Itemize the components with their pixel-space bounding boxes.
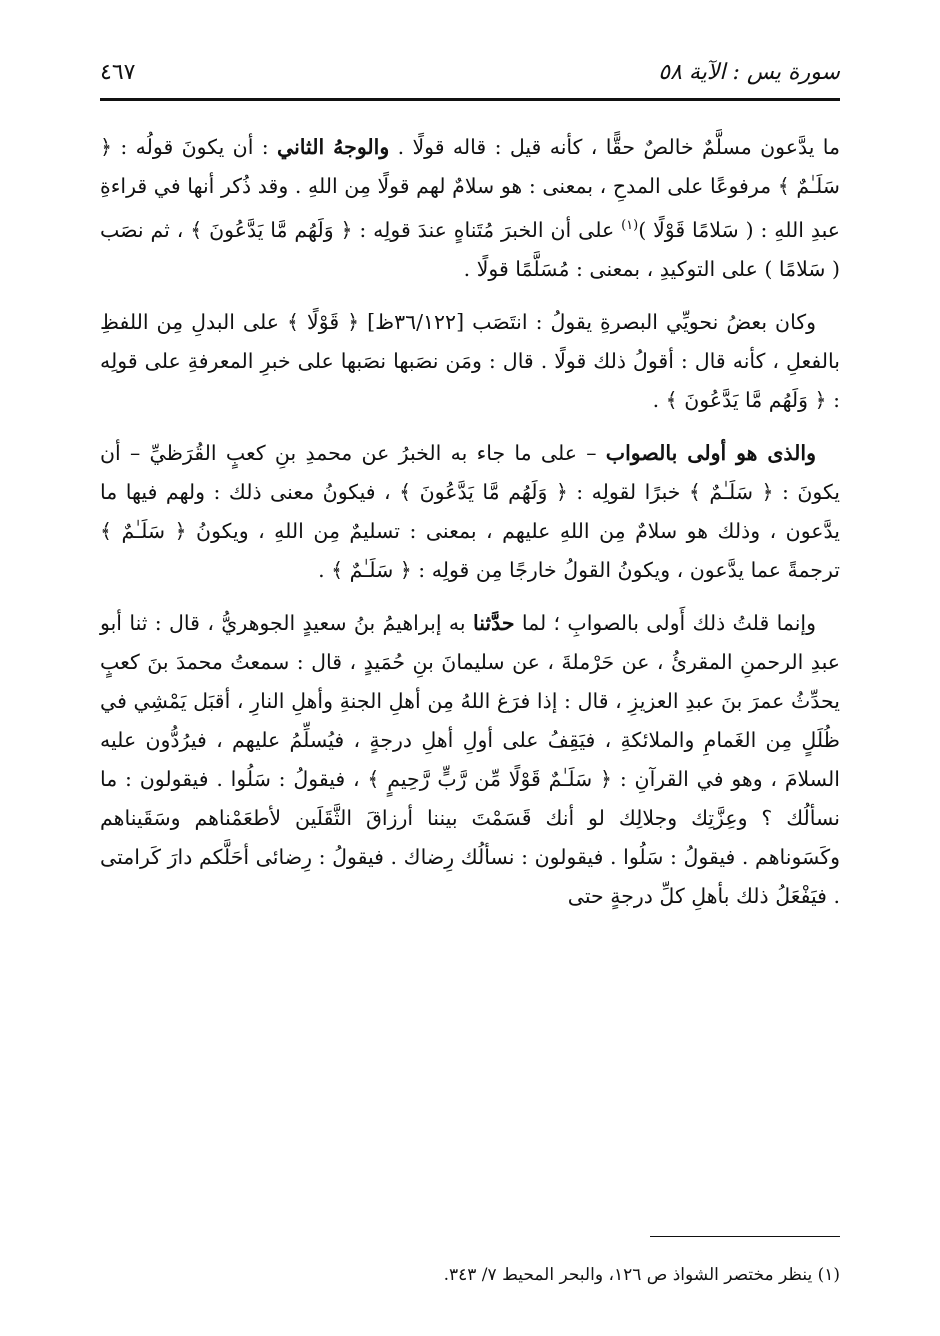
header-rule — [100, 98, 840, 101]
paragraph — [100, 303, 840, 420]
footnote-ref: (١) — [621, 218, 639, 233]
paragraph — [100, 434, 840, 590]
page-number: ٤٦٧ — [100, 59, 136, 85]
bold-heading: والذى هو أولى بالصواب — [605, 440, 817, 465]
paragraph — [100, 604, 840, 916]
text-run: – على ما جاء به الخبرُ عن محمدِ بنِ كعبٍ القُرَظيِّ – أن يكونَ : ﴿ سَلَـٰمٌ ﴾ خبرًا لقولِه : ﴿ وَلَهُم مَّا يَدَّعُونَ ﴾ ، فيكونُ معنى ذلك : ولهم فيها ما يدَّعون ، وذلك هو سلامٌ مِن اللهِ عليهم ، بمعنى : تسليمٌ مِن اللهِ ، ويكونُ ﴿ سَلَـٰمٌ ﴾ ترجمةً عما يدَّعون ، ويكونُ القولُ خارجًا مِن قولِه : ﴿ سَلَـٰمٌ ﴾ . — [100, 440, 840, 582]
text-run: وإنما قلتُ ذلك أَولى بالصوابِ ؛ لما — [514, 610, 816, 635]
paragraph — [100, 128, 840, 289]
bold-heading: والوجهُ الثاني — [277, 135, 390, 159]
footnote: (١) ينظر مختصر الشواذ ص ١٢٦، والبحر المحيط ٧/ ٣٤٣. — [443, 1265, 840, 1285]
text-run: به إبراهيمُ بنُ سعيدٍ الجوهريُّ ، قال : ثنا أبو عبدِ الرحمنِ المقرئُ ، عن حَرْملةَ ، عن سليمانَ بنِ حُمَيدٍ ، قال : سمعتُ محمدَ بنَ كعبٍ يحدِّثُ عمرَ بنَ عبدِ العزيزِ ، قال : إذا فرَغ اللهُ مِن أهلِ الجنةِ وأهلِ النارِ ، أقبَل يَمْشِي في ظُلَلٍ مِن الغَمامِ والملائكةِ ، فيَقِفُ على أولِ أهلِ درجةٍ ، فيُسلِّمُ عليهم ، فيرُدُّون عليه السلامَ ، وهو في القرآنِ : ﴿ سَلَـٰمٌ قَوْلًا مِّن رَّبٍّ رَّحِيمٍ ﴾ ، فيقولُ : سَلُوا . فيقولون : ما نسألُك ؟ وعِزَّتِك وجلالِك لو أنك قَسَمْتَ بيننا أرزاقَ الثَّقَلَين لأطعَمْناهم وسَقَيناهم وكَسَوناهم . فيقولُ : سَلُوا . فيقولون : نسألُك رِضاك . فيقولُ : رِضائى أحَلَّكم دارَ كَرامتى . فيَفْعَلُ ذلك بأهلِ كلِّ درجةٍ حتى — [100, 610, 840, 908]
page-header — [100, 52, 840, 92]
text-run: ما يدَّعون مسلَّمٌ خالصٌ حقًّا ، كأنه قيل : قاله قولًا . — [389, 135, 840, 159]
text-run: على أن الخبرَ مُتَناهٍ عندَ قولِه : ﴿ وَلَهُم مَّا يَدَّعُونَ ﴾ ، ثم نصَب ( سَلامًا ) على التوكيدِ ، بمعنى : مُسَلَّمًا قولًا . — [100, 217, 840, 281]
text-run: وكان بعضُ نحويِّي البصرةِ يقولُ : انتَصَب [٣٦/١٢٢ظ] ﴿ قَوْلًا ﴾ على البدلِ مِن اللفظِ بالفعلِ ، كأنه قال : أقولُ ذلك قولًا . قال : ومَن نصَبها نصَبها على خبرِ المعرفةِ على قولِه : ﴿ وَلَهُم مَّا يَدَّعُونَ ﴾ . — [100, 309, 840, 412]
text-run: : أن يكونَ قولُه : ﴿ سَلَـٰمٌ ﴾ مرفوعًا على المدحِ ، بمعنى : هو سلامٌ لهم قولًا مِن اللهِ . وقد ذُكر أنها في قراءةِ عبدِ اللهِ : ( سَلامًا قَوْلًا ) — [100, 135, 840, 242]
footnote-rule — [650, 1236, 840, 1237]
bold-heading: حدَّثنا — [472, 610, 515, 635]
main-text — [100, 128, 840, 930]
running-title: سورة يس : الآية ٥٨ — [658, 59, 840, 85]
